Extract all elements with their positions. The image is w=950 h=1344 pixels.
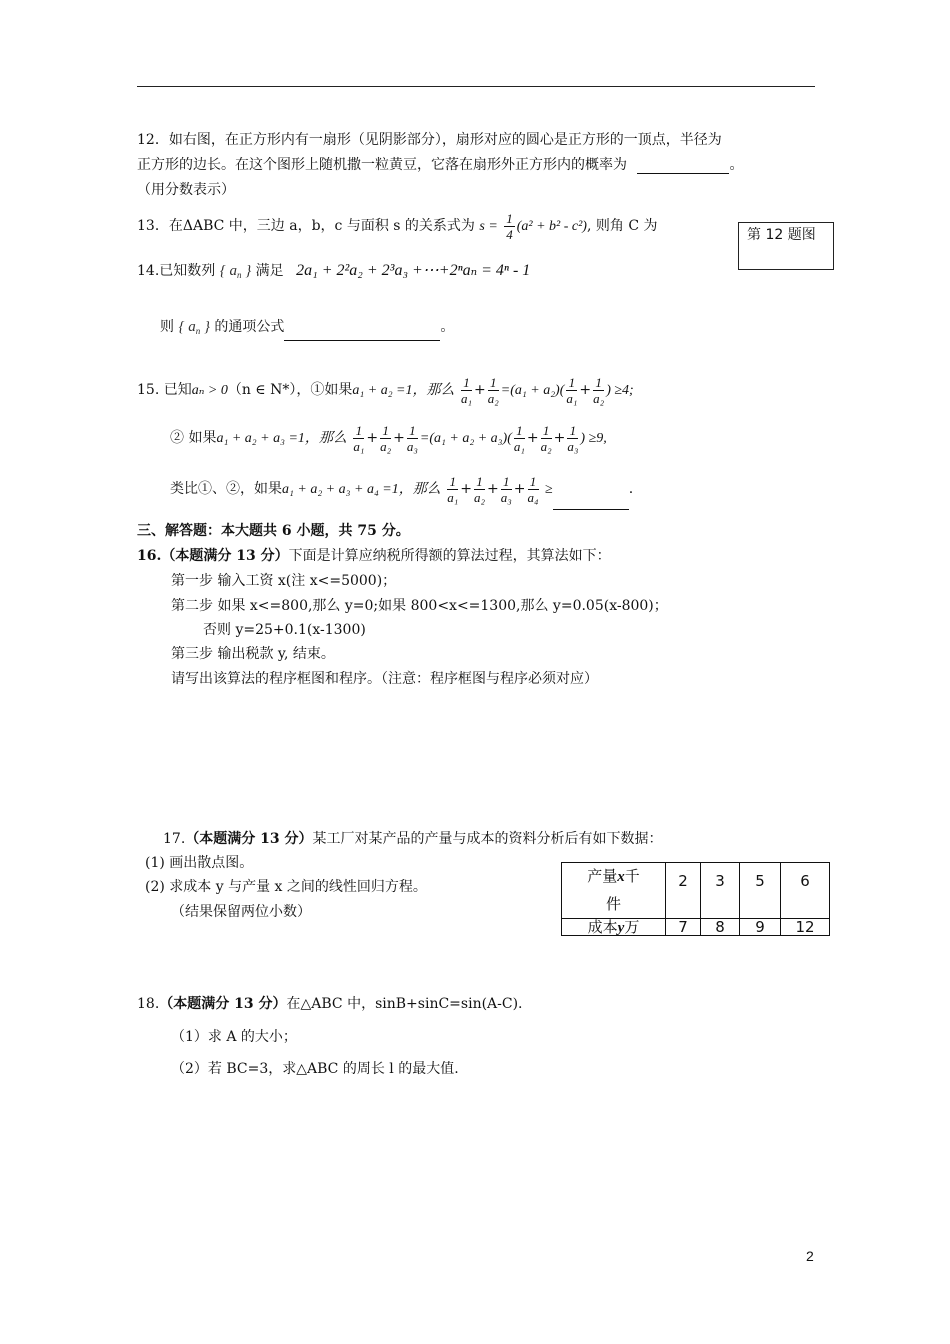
q15-l3-frac-1 bbox=[447, 474, 458, 505]
q15-l1-frac-3-den: a₁ bbox=[566, 390, 578, 406]
q15-l3-frac-3-num: 1 bbox=[501, 474, 512, 490]
q15-l2-frac-4 bbox=[514, 423, 525, 454]
q15-l2-frac-3 bbox=[407, 423, 418, 454]
q14-prefix: 14.已知数列 bbox=[137, 263, 216, 279]
q16-line bbox=[137, 545, 611, 565]
q12-line2-end: 。 bbox=[729, 157, 744, 173]
q15-l2-frac-1 bbox=[353, 423, 364, 454]
q15-line1: 15. 已知aₙ > 0（n ∈ N*），①如果a₁ + a₂ =1，那么 $\frac{1}{\text{a₁}}$ + $\frac{1}{\text{a₂}}$ =(a₁ + a₂)( $\frac{1}{\text{a₁}}$ + $\frac{1}{\text{a₂}}$ ) ≥4; bbox=[137, 374, 634, 406]
q18-line bbox=[137, 993, 523, 1013]
q15-l3-frac-3 bbox=[501, 474, 512, 505]
q15-c3-dot: . bbox=[628, 481, 634, 497]
q15-l1-frac-1 bbox=[461, 375, 472, 406]
q18-text: 在△ABC 中，sinB+sinC=sin(A-C). bbox=[286, 996, 523, 1012]
q15-l1-frac-4 bbox=[593, 375, 604, 406]
q15-l3-frac-2-den: a₂ bbox=[473, 489, 486, 505]
q15-c2: a₁ + a₂ + a₃ =1，那么 bbox=[216, 431, 347, 446]
q13-suffix: , 则角 C 为 bbox=[586, 218, 658, 234]
q15-l1-frac-1-num: 1 bbox=[461, 375, 472, 391]
q14-seq: { $a_n$ } bbox=[219, 263, 252, 280]
q15-l3-frac-2-num: 1 bbox=[474, 474, 485, 490]
page-number: 2 bbox=[806, 1248, 814, 1264]
row2-label-a: 成本 bbox=[587, 918, 618, 936]
row1-label-b: 千 bbox=[624, 867, 640, 885]
q15-l2-frac-6 bbox=[567, 423, 578, 454]
q15-l1-frac-2-den: a₂ bbox=[487, 390, 499, 406]
section3-heading: 三、解答题：本大题共 6 小题，共 75 分。 bbox=[137, 523, 410, 539]
table-cell: 5 bbox=[740, 863, 781, 919]
q15-l1-frac-3 bbox=[566, 375, 577, 406]
q15-l2-frac-3-num: 1 bbox=[407, 423, 418, 439]
table-cell: 9 bbox=[740, 919, 781, 936]
q17-num: 17. bbox=[163, 831, 186, 847]
q14-seq-2: { $a_n$ } bbox=[178, 319, 210, 336]
row2-label-b: 万 bbox=[624, 918, 640, 936]
q18-part1: （1）求 A 的大小； bbox=[171, 1029, 297, 1045]
q14-line2 bbox=[160, 314, 454, 344]
q13-fraction bbox=[504, 211, 515, 242]
q15-l3-frac-4 bbox=[528, 474, 539, 505]
q15-line3: 类比①、②，如果a₁ + a₂ + a₃ + a₄ =1，那么 $\frac{1}{\text{a₁}}$ + $\frac{1}{\text{a₂}}$ + $\frac{1}{\text{a₃}}$ + $\frac{1}{\text{a₄}}$ ≥ . bbox=[170, 469, 633, 510]
q15-l2-frac-4-den: a₁ bbox=[513, 438, 525, 454]
q14-seq-sub-2: n bbox=[195, 326, 201, 336]
q12-line3: （用分数表示） bbox=[137, 182, 235, 198]
row1-label-var: x bbox=[617, 869, 625, 885]
q15-c1-rhs: =(a₁ + a₂)( bbox=[500, 383, 565, 398]
q14-mid: 满足 bbox=[255, 263, 284, 279]
q17-part1: (1) 画出散点图。 bbox=[145, 855, 254, 871]
q15-l3-frac-1-num: 1 bbox=[447, 474, 458, 490]
q18-bold: （本题满分 13 分） bbox=[159, 996, 287, 1012]
table-row bbox=[562, 919, 830, 936]
q13-triangle: Δ bbox=[182, 218, 193, 234]
q14-formula: 2a₁ + 2²a₂ + 2³a₃ +⋯+2ⁿaₙ = 4ⁿ - 1 bbox=[296, 262, 531, 279]
q15-l2-frac-5-den: a₂ bbox=[540, 438, 552, 454]
q15-c1-end: ) ≥4; bbox=[606, 383, 634, 398]
q16-step3: 第三步 输出税款 y, 结束。 bbox=[171, 646, 335, 662]
q13-frac-num: 1 bbox=[506, 210, 513, 226]
q14-line2-end: 。 bbox=[440, 319, 455, 335]
q15-l1-frac-1-den: a₁ bbox=[460, 390, 472, 406]
table-header-cell bbox=[562, 919, 666, 936]
q14-seq-a: a bbox=[229, 263, 237, 279]
q16-step2: 第二步 如果 x<=800,那么 y=0;如果 800<x<=1300,那么 y=0.05(x-800)； bbox=[171, 598, 668, 614]
header-rule bbox=[137, 86, 815, 87]
q17-part3: （结果保留两位小数） bbox=[171, 904, 311, 920]
q13-line bbox=[137, 208, 658, 244]
q12-answer-blank[interactable] bbox=[637, 157, 729, 174]
q17-part2: (2) 求成本 y 与产量 x 之间的线性回归方程。 bbox=[145, 879, 427, 895]
q16-bold: （本题满分 13 分） bbox=[161, 548, 289, 564]
q14-line2-prefix: 则 bbox=[160, 319, 174, 335]
q15-cond: aₙ > 0 bbox=[191, 383, 228, 398]
q15-l1-frac-2 bbox=[488, 375, 499, 406]
q15-l2-frac-1-num: 1 bbox=[353, 423, 364, 439]
q12-line2-text: 正方形的边长。在这个图形上随机撒一粒黄豆，它落在扇形外正方形内的概率为 bbox=[137, 157, 627, 173]
q15-l2-frac-2 bbox=[380, 423, 391, 454]
q15-l2-frac-6-num: 1 bbox=[567, 423, 578, 439]
table-cell: 8 bbox=[701, 919, 740, 936]
q13-formula-lhs: s = bbox=[479, 219, 498, 234]
q15-l2-frac-6-den: a₃ bbox=[567, 438, 579, 454]
q15-l2-prefix: ② 如果 bbox=[170, 430, 217, 446]
q15-l1-frac-2-num: 1 bbox=[488, 375, 499, 391]
table-header-cell bbox=[562, 863, 666, 919]
q14-seq-a-2: a bbox=[188, 319, 196, 335]
figure-12-caption: 第 12 题图 bbox=[738, 222, 834, 270]
row1-label-c: 件 bbox=[605, 895, 621, 913]
q13-prefix: 13．在 bbox=[137, 218, 183, 234]
q15-l2-frac-3-den: a₃ bbox=[406, 438, 418, 454]
q15-l2-frac-4-num: 1 bbox=[514, 423, 525, 439]
q15-l2-frac-2-den: a₂ bbox=[380, 438, 392, 454]
q15-l1-frac-4-num: 1 bbox=[593, 375, 604, 391]
table-cell: 6 bbox=[781, 863, 830, 919]
q14-line2-mid: 的通项公式 bbox=[214, 319, 285, 335]
q15-l1-frac-4-den: a₂ bbox=[593, 390, 605, 406]
q17-text: 某工厂对某产品的产量与成本的资料分析后有如下数据： bbox=[312, 831, 663, 847]
q14-seq-sub: n bbox=[236, 270, 242, 280]
q15-prefix: 15. 已知 bbox=[137, 382, 192, 398]
q13-frac-den: 4 bbox=[506, 226, 513, 242]
q15-l3-frac-2 bbox=[474, 474, 485, 505]
q16-else: 否则 y=25+0.1(x-1300) bbox=[203, 622, 366, 638]
row2-label-var: y bbox=[617, 920, 625, 936]
q15-answer-blank[interactable] bbox=[553, 469, 629, 510]
q14-answer-blank[interactable] bbox=[284, 314, 440, 341]
q15-c3: a₁ + a₂ + a₃ + a₄ =1，那么 bbox=[282, 482, 441, 497]
table-row bbox=[562, 863, 830, 919]
q15-l3-prefix: 类比①、②，如果 bbox=[170, 481, 282, 497]
q16-num: 16. bbox=[137, 548, 162, 564]
table-cell: 2 bbox=[666, 863, 701, 919]
q17-bold: （本题满分 13 分） bbox=[185, 831, 313, 847]
q15-l3-frac-4-den: a₄ bbox=[527, 489, 539, 505]
q15-l1-frac-3-num: 1 bbox=[566, 375, 577, 391]
q15-cond2: （n ∈ N*），①如果 bbox=[227, 382, 353, 398]
q15-l2-frac-5-num: 1 bbox=[541, 423, 552, 439]
q15-l3-frac-4-num: 1 bbox=[528, 474, 539, 490]
q15-c1: a₁ + a₂ =1，那么 bbox=[352, 383, 455, 398]
table-cell: 7 bbox=[666, 919, 701, 936]
table-cell: 12 bbox=[781, 919, 830, 936]
q15-l2-frac-5 bbox=[541, 423, 552, 454]
q15-c3-end: ≥ bbox=[545, 482, 553, 497]
q15-l2-frac-2-num: 1 bbox=[380, 423, 391, 439]
q16-step1: 第一步 输入工资 x(注 x<=5000)； bbox=[171, 573, 397, 589]
row1-label-a: 产量 bbox=[587, 867, 618, 885]
q12-line1: 12．如右图，在正方形内有一扇形（见阴影部分），扇形对应的圆心是正方形的一顶点，半径为 bbox=[137, 132, 722, 148]
table-cell: 3 bbox=[701, 863, 740, 919]
q16-text: 下面是计算应纳税所得额的算法过程，其算法如下： bbox=[288, 548, 611, 564]
q18-num: 18. bbox=[137, 996, 160, 1012]
q14-line1 bbox=[137, 258, 530, 288]
q15-c2-rhs: =(a₁ + a₂ + a₃)( bbox=[419, 431, 512, 446]
q15-line2: ② 如果a₁ + a₂ + a₃ =1，那么 $\frac{1}{\text{a₁}}$ + $\frac{1}{\text{a₂}}$ + $\frac{1}{\text{a₃}}$ =(a₁ + a₂ + a₃)( $\frac{1}{\text{a₁}}$ + $\frac{1}{\text{a₂}}$ + $\frac{1}{\text{a₃}}$ ) ≥9, bbox=[170, 422, 607, 454]
q17-data-table bbox=[561, 862, 830, 936]
q18-part2: （2）若 BC=3，求△ABC 的周长 l 的最大值. bbox=[171, 1061, 459, 1077]
q12-line2 bbox=[137, 154, 743, 174]
q15-l3-frac-1-den: a₁ bbox=[447, 489, 459, 505]
q15-l2-frac-1-den: a₁ bbox=[353, 438, 365, 454]
q15-c2-end: ) ≥9, bbox=[580, 431, 607, 446]
q13-formula-rhs: (a² + b² - c²) bbox=[516, 219, 587, 234]
q13-text: ABC 中，三边 a，b，c 与面积 s 的关系式为 bbox=[192, 218, 475, 234]
q15-l3-frac-3-den: a₃ bbox=[500, 489, 512, 505]
q16-requirement: 请写出该算法的程序框图和程序。（注意：程序框图与程序必须对应） bbox=[171, 671, 598, 687]
q17-line bbox=[163, 828, 663, 848]
